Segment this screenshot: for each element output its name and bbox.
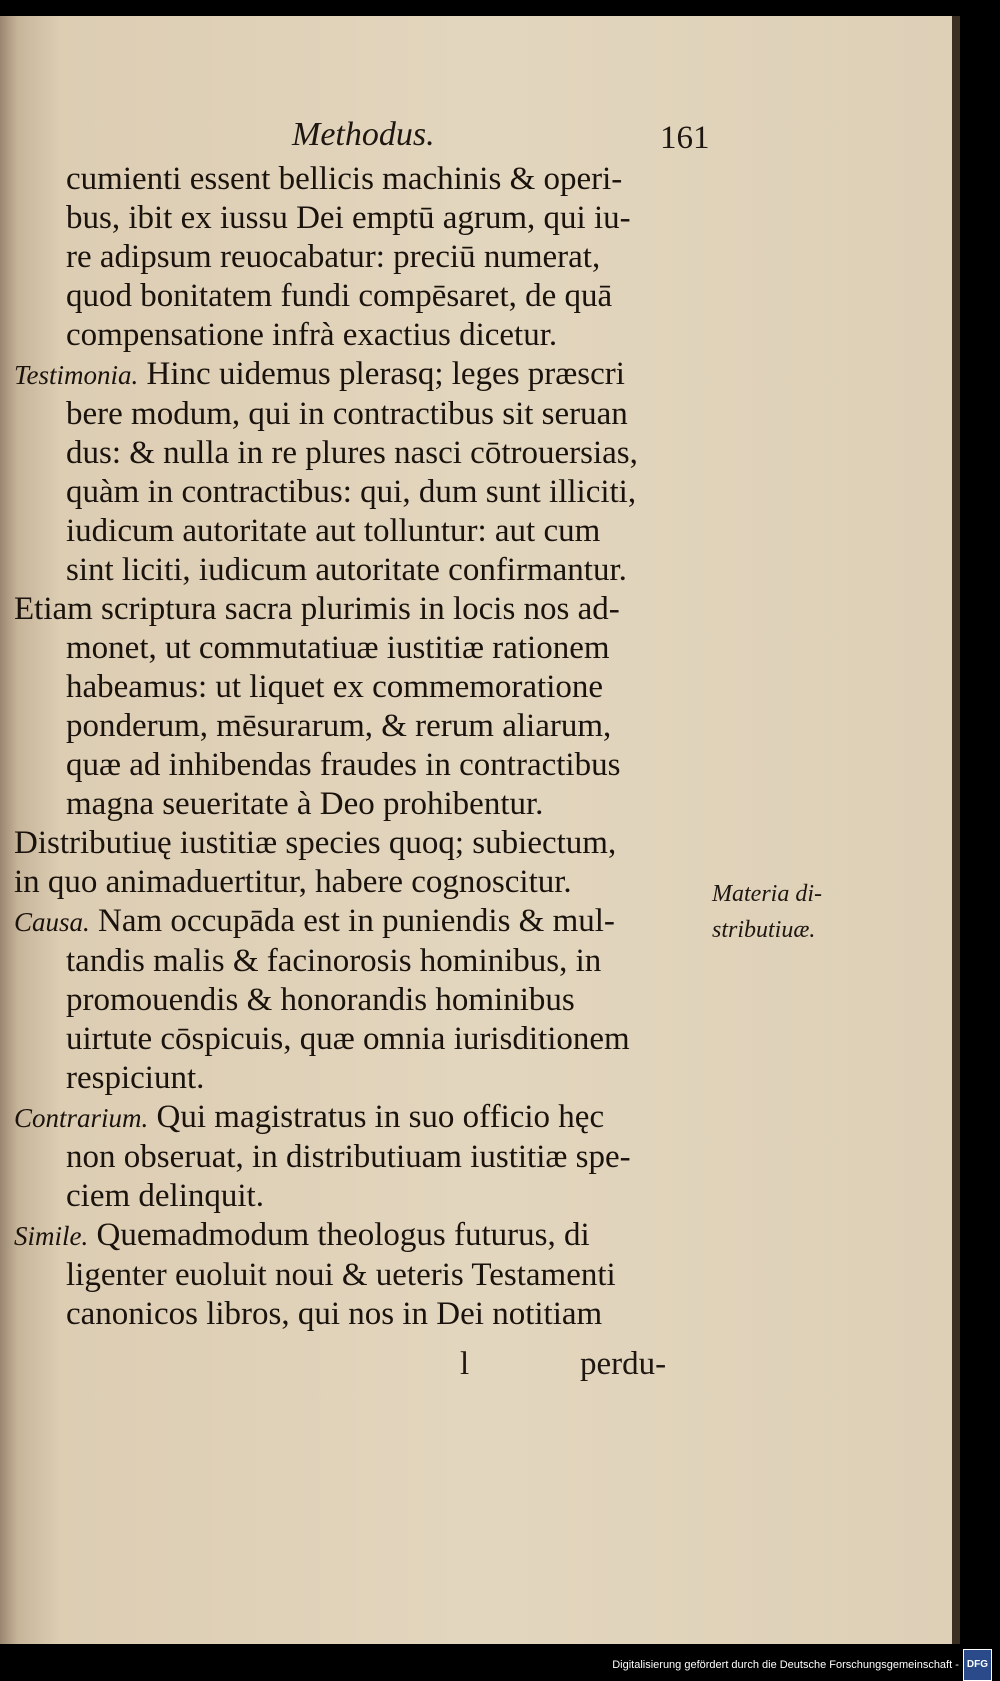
text-line: quàm in contractibus: qui, dum sunt illiciti, (66, 474, 637, 510)
text-line: habeamus: ut liquet ex commemoratione (66, 669, 604, 705)
page-header (0, 116, 960, 166)
signature-mark: l (460, 1346, 470, 1382)
text-line: ciem delinquit. (66, 1178, 264, 1214)
text-line: dus: & nulla in re plures nasci cōtrouersias, (66, 435, 638, 471)
text-line: ponderum, mēsurarum, & rerum aliarum, (66, 708, 612, 744)
marginal-note-line: stributiuæ. (712, 917, 816, 943)
paragraph-1 (14, 160, 734, 355)
text-line: cumienti essent bellicis machinis & operi- (66, 161, 623, 197)
running-title: Methodus. (292, 116, 435, 153)
text-line: Contrarium. Qui magistratus in suo officio hęc (14, 1099, 605, 1135)
text-line: re adipsum reuocabatur: preciū numerat, (66, 239, 601, 275)
paragraph-distributiua (14, 824, 734, 902)
text-line: Etiam scriptura sacra plurimis in locis nos ad- (14, 591, 620, 627)
marginal-note (712, 876, 822, 948)
digitization-credit (612, 1649, 992, 1677)
text-line: monet, ut commutatiuæ iustitiæ rationem (66, 630, 610, 666)
paragraph-causa (14, 902, 734, 1098)
text-line: quæ ad inhibendas fraudes in contractibus (66, 747, 621, 783)
side-heading: Causa. (14, 907, 90, 937)
side-heading: Contrarium. (14, 1103, 149, 1133)
text-line: Distributiuę iustitiæ species quoq; subiectum, (14, 825, 617, 861)
text-line: compensatione infrà exactius dicetur. (66, 317, 558, 353)
text-line: promouendis & honorandis hominibus (66, 982, 575, 1018)
catchword: perdu- (580, 1346, 667, 1382)
book-page (0, 16, 960, 1644)
text-line: bus, ibit ex iussu Dei emptū agrum, qui iu- (66, 200, 631, 236)
side-heading: Testimonia. (14, 360, 139, 390)
text-line: Causa. Nam occupāda est in puniendis & mul- (14, 903, 615, 939)
paragraph-scriptura (14, 590, 734, 824)
text-line: quod bonitatem fundi compēsaret, de quā (66, 278, 613, 314)
text-line: sint liciti, iudicum autoritate confirmantur. (66, 552, 627, 588)
text-line: Simile. Quemadmodum theologus futurus, di (14, 1217, 590, 1253)
credit-text: Digitalisierung gefördert durch die Deutsche Forschungsgemeinschaft - (612, 1658, 959, 1671)
dfg-logo-icon: DFG (963, 1649, 992, 1681)
text-line: bere modum, qui in contractibus sit seruan (66, 396, 628, 432)
page-number: 161 (660, 120, 710, 156)
text-line: uirtute cōspicuis, quæ omnia iurisditionem (66, 1021, 630, 1057)
text-line: tandis malis & facinorosis hominibus, in (66, 943, 602, 979)
page-footer (0, 1346, 960, 1396)
text-line: canonicos libros, qui nos in Dei notitiam (66, 1296, 603, 1332)
text-block (14, 160, 734, 1334)
paragraph-simile (14, 1216, 734, 1334)
marginal-note-line: Materia di- (712, 881, 822, 907)
paragraph-contrarium (14, 1098, 734, 1216)
text-line: ligenter euoluit noui & ueteris Testamenti (66, 1257, 616, 1293)
paragraph-testimonia (14, 355, 734, 590)
text-line: in quo animaduertitur, habere cognoscitur. (14, 864, 572, 900)
text-line: iudicum autoritate aut tolluntur: aut cum (66, 513, 601, 549)
text-line: Testimonia. Hinc uidemus plerasq; leges præscri (14, 356, 625, 392)
text-line: non obseruat, in distributiuam iustitiæ spe- (66, 1139, 631, 1175)
side-heading: Simile. (14, 1221, 89, 1251)
text-line: respiciunt. (66, 1060, 205, 1096)
text-line: magna seueritate à Deo prohibentur. (66, 786, 544, 822)
